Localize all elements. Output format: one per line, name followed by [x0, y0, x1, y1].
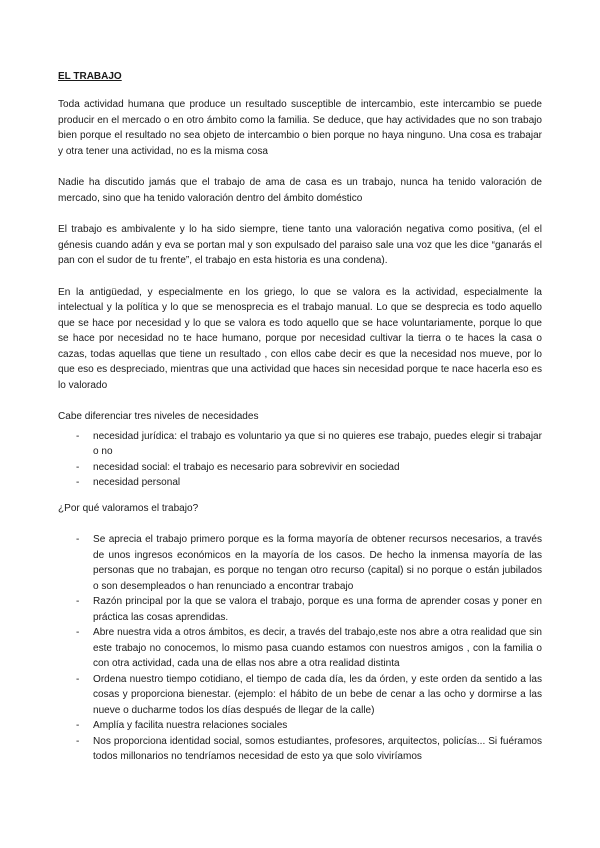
list-item — [58, 594, 542, 625]
list-item-text: necesidad social: el trabajo es necesario para sobrevivir en sociedad — [93, 461, 400, 473]
list-item-text: Abre nuestra vida a otros ámbitos, es decir, a través del trabajo,este nos abre a otra realidad que sin este trabajo no conocemos, lo mismo pasa cuando estamos con nuestros amigos , con la familia o con otra actividad, cada una de ellas nos abre a otra realidad distinta — [93, 627, 542, 669]
dash-bullet: - — [76, 477, 80, 488]
list-item-text: Nos proporciona identidad social, somos estudiantes, profesores, arquitectos, policías... Si fuéramos todos millonarios no tendríamos necesidad de esto ya que solo viviríamos — [93, 735, 542, 762]
question-heading: ¿Por qué valoramos el trabajo? — [58, 502, 199, 514]
list-item — [58, 672, 542, 719]
list-item — [58, 475, 542, 491]
list-item-text: Se aprecia el trabajo primero porque es la forma mayoría de obtener recursos necesarios, a través de unos ingresos económicos en la mayoría de los casos. De hecho la inmensa mayoría de las personas que no trabajan, es porque no tengan otro recurso (capital) si no porque o están jubilados o son desempleados o han renunciado a encontrar trabajo — [93, 534, 542, 592]
levels-list — [58, 429, 542, 491]
paragraph-antiquity: En la antigüedad, y especialmente en los griego, lo que se valora es la actividad, especialmente la intelectual y la política y lo que se menosprecia es el trabajo manual. Lo que se desprecia es todo aquello que se hace por necesidad y lo que se valora es todo aquello que se hace voluntariamente, porque lo que se hace por necesidad no te hace humano, porque por necesidad cultivar la tierra o te haces la casa o cazas, todas aquellas que tiene un resultado , con ellos cabe decir es que la necesidad nos mueve, por lo que eso es despreciado, mientras que una actividad que haces sin necesidad porque te nace hacerla eso es lo valorado — [58, 286, 542, 391]
list-item-text: necesidad personal — [93, 477, 181, 488]
dash-bullet: - — [76, 461, 80, 473]
dash-bullet: - — [76, 720, 80, 731]
dash-bullet: - — [76, 627, 80, 638]
list-item-text: Razón principal por la que se valora el trabajo, porque es una forma de aprender cosas y poner en práctica las cosas aprendidas. — [93, 596, 542, 623]
dash-bullet: - — [76, 534, 80, 545]
list-item — [58, 718, 542, 734]
list-item-text: Ordena nuestro tiempo cotidiano, el tiempo de cada día, les da órden, y este orden da sentido a las cosas y proporciona bienestar. (ejemplo: el hábito de un bebe de cenar a las ocho y dormirse a las nueve o ducharme todos los días después de llegar de la calle) — [93, 673, 542, 716]
list-item — [58, 429, 542, 460]
list-item — [58, 625, 542, 672]
paragraph-ambivalence: El trabajo es ambivalente y lo ha sido siempre, tiene tanto una valoración negativa como positiva, (el el génesis cuando adán y eva se portan mal y son expulsado del paraiso sale una voz que les dice “ganarás el pan con el sudor de tu frente”, el trabajo en esta historia es una condena). — [58, 224, 542, 266]
reasons-list — [58, 532, 542, 765]
paragraph-housework: Nadie ha discutido jamás que el trabajo de ama de casa es un trabajo, nunca ha tenido valoración de mercado, sino que ha tenido valoración dentro del ámbito doméstico — [58, 177, 542, 204]
dash-bullet: - — [76, 735, 80, 747]
levels-intro: Cabe diferenciar tres niveles de necesidades — [58, 411, 259, 422]
page-title: EL TRABAJO — [58, 71, 122, 82]
list-item — [58, 532, 542, 594]
dash-bullet: - — [76, 430, 80, 442]
dash-bullet: - — [76, 596, 80, 607]
list-item — [58, 460, 542, 476]
list-item-text: Amplía y facilita nuestra relaciones sociales — [93, 720, 288, 731]
list-item — [58, 734, 542, 765]
dash-bullet: - — [76, 673, 80, 685]
paragraph-definition: Toda actividad humana que produce un resultado susceptible de intercambio, este intercambio se puede producir en el mercado o en otro ámbito como la familia. Se deduce, que hay actividades que no son trabajo bien porque el resultado no sea objeto de intercambio o bien porque no haya ninguno. Una cosa es trabajar y otra tener una actividad, no es la misma cosa — [58, 99, 542, 157]
list-item-text: necesidad jurídica: el trabajo es voluntario ya que si no quieres ese trabajo, puedes elegir si trabajar o no — [93, 430, 542, 457]
